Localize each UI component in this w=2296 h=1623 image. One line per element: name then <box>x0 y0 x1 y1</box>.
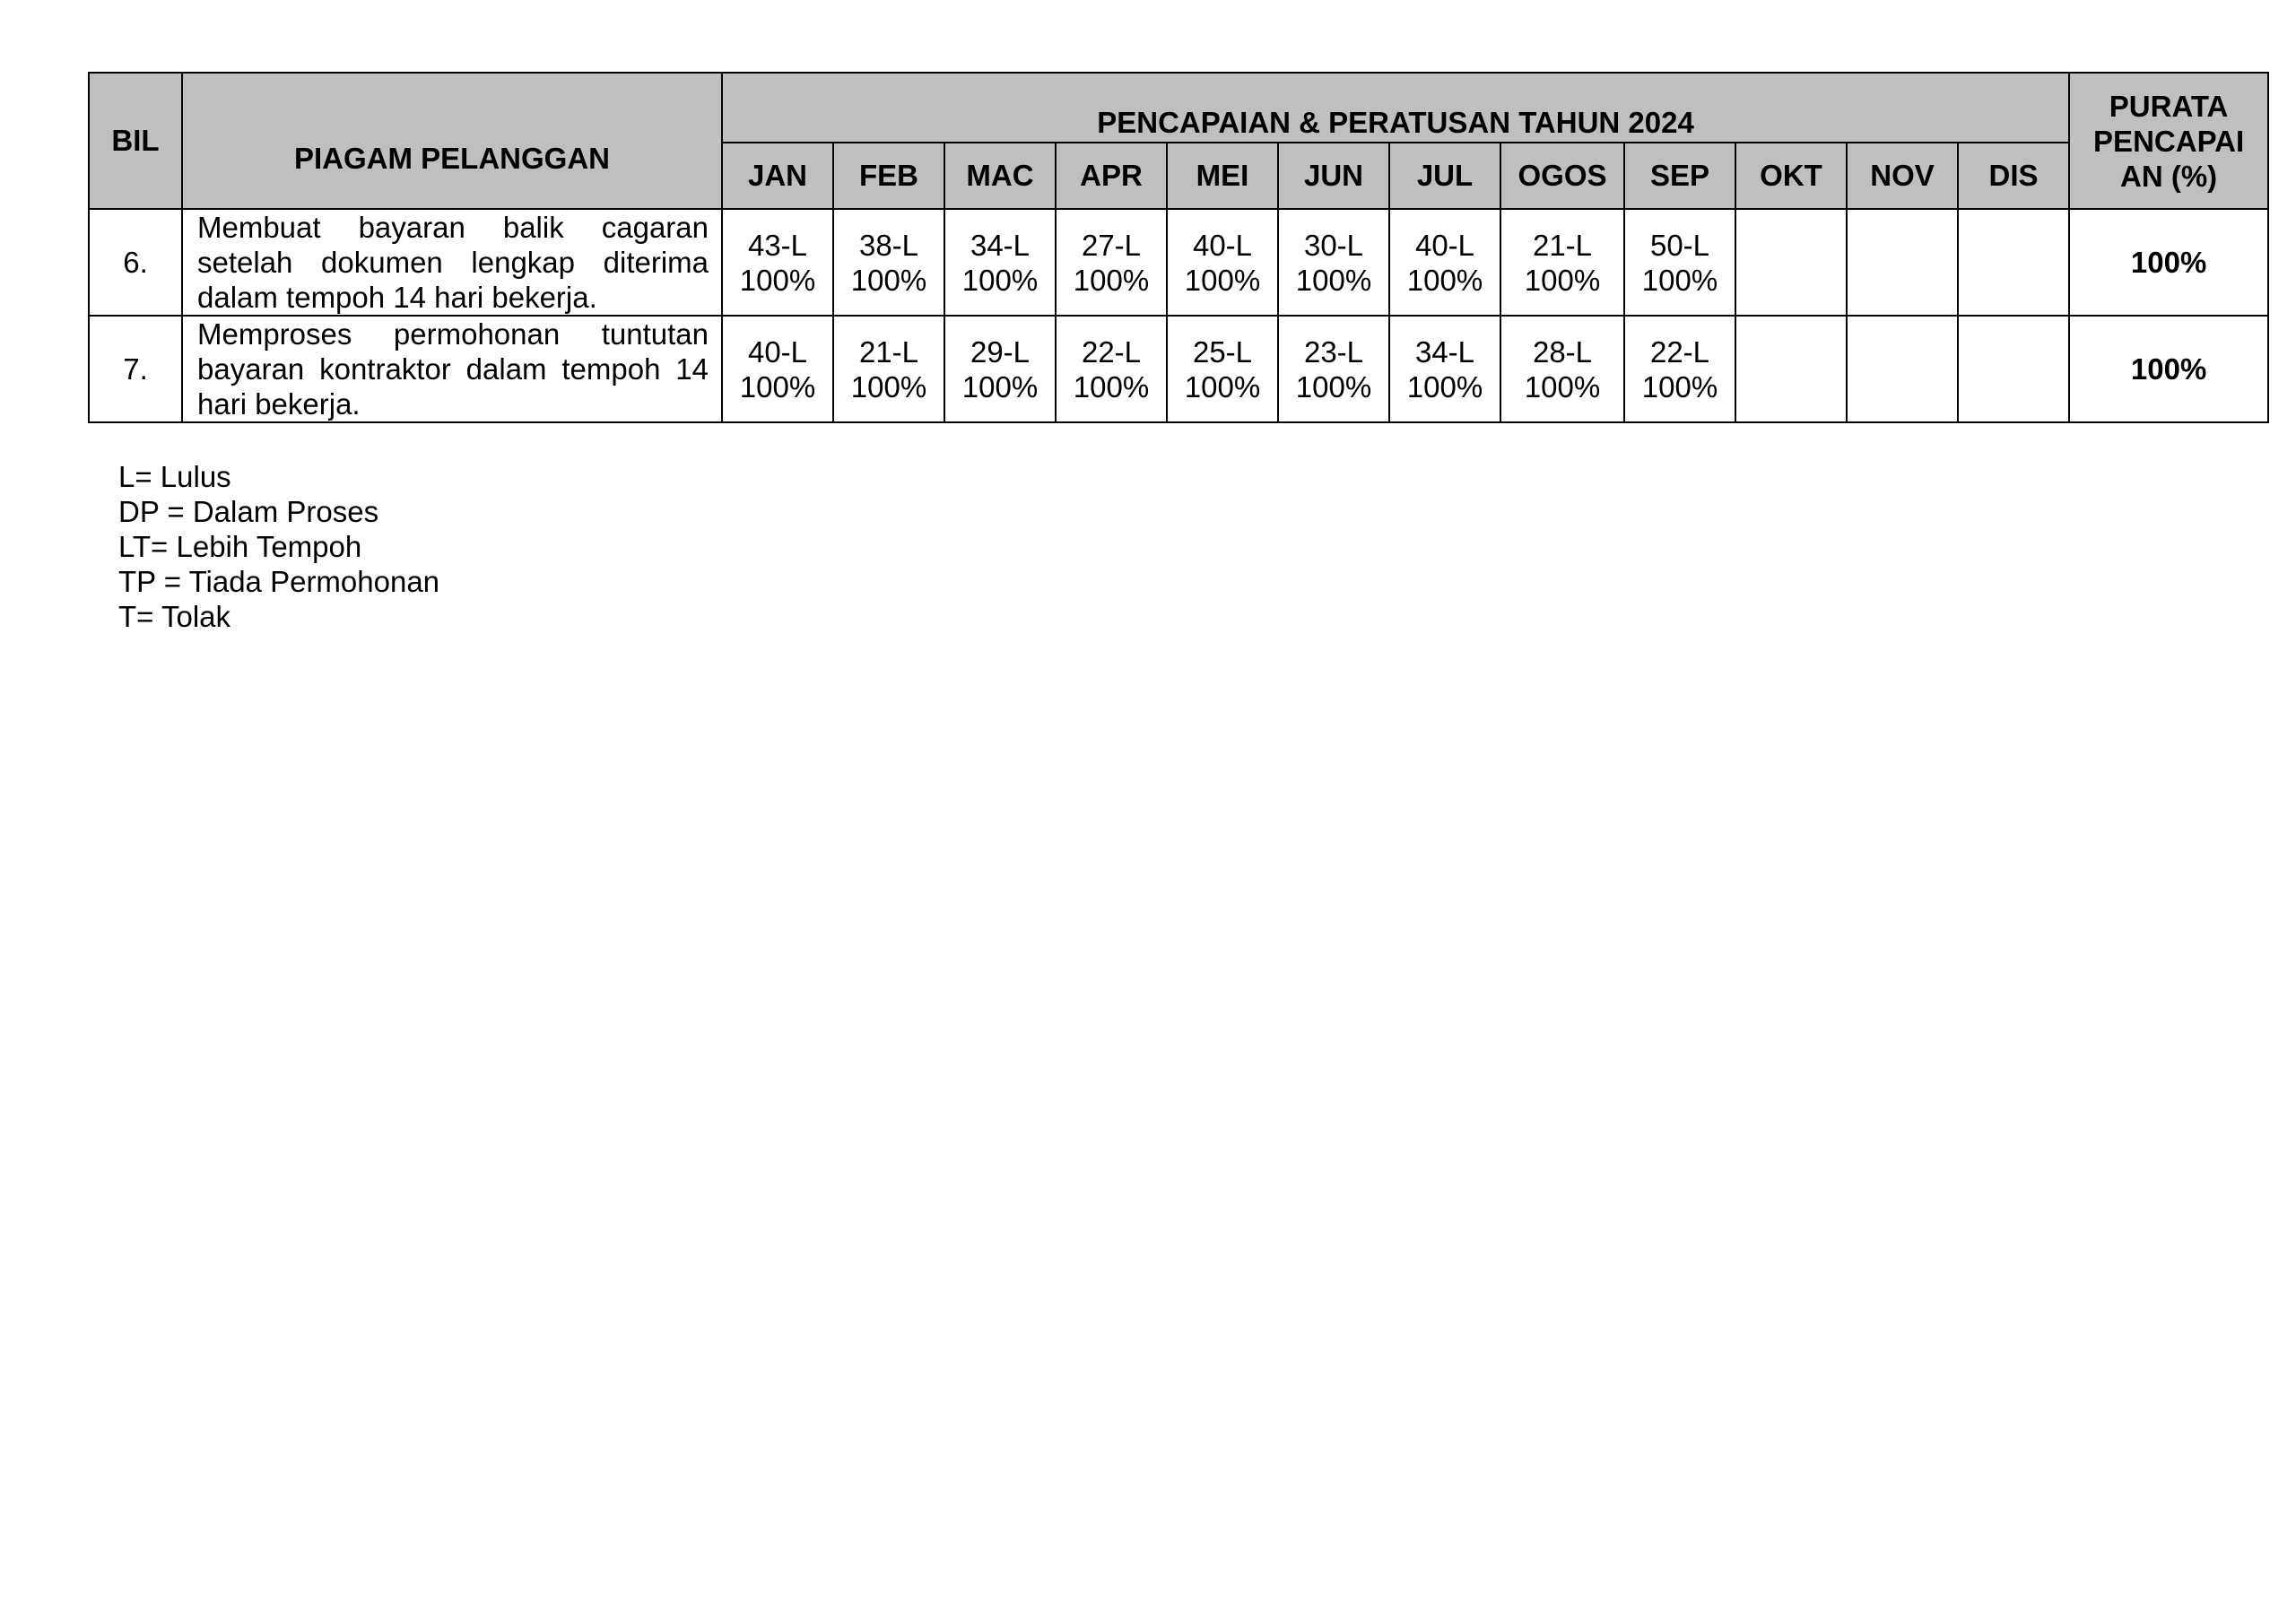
month-percentage: 100% <box>850 263 927 297</box>
month-value-cell <box>1500 209 1624 316</box>
month-value-cell <box>1389 209 1500 316</box>
legend <box>118 459 439 634</box>
month-value-cell <box>722 316 833 422</box>
purata-cell: 100% <box>2069 316 2268 422</box>
purata-header-line: PURATA <box>2109 89 2229 123</box>
month-percentage: 100% <box>1524 263 1601 297</box>
month-value-cell <box>944 209 1056 316</box>
approved-count: 34-L <box>1414 334 1475 369</box>
bil-cell: 7. <box>89 316 182 422</box>
approved-count: 21-L <box>1532 228 1593 262</box>
approved-count: 21-L <box>858 334 919 369</box>
month-percentage: 100% <box>1073 263 1150 297</box>
month-value-cell <box>1735 316 1847 422</box>
description-line: Memproses permohonan tuntutan <box>197 317 709 351</box>
approved-count: 27-L <box>1081 228 1142 262</box>
approved-count: 22-L <box>1649 334 1710 369</box>
month-percentage: 100% <box>1641 263 1718 297</box>
description-line: dalam tempoh 14 hari bekerja. <box>197 281 597 314</box>
approved-count: 40-L <box>747 334 808 369</box>
month-percentage: 100% <box>1641 369 1718 404</box>
month-percentage: 100% <box>1295 263 1372 297</box>
approved-count: 25-L <box>1192 334 1253 369</box>
month-percentage: 100% <box>739 369 816 404</box>
month-value-cell <box>944 316 1056 422</box>
month-percentage: 100% <box>1406 263 1483 297</box>
month-percentage: 100% <box>739 263 816 297</box>
legend-item: TP = Tiada Permohonan <box>118 565 440 598</box>
description-cell <box>182 316 722 422</box>
approved-count: 40-L <box>1414 228 1475 262</box>
month-header-nov: NOV <box>1847 143 1958 209</box>
month-header-sep: SEP <box>1624 143 1735 209</box>
month-percentage: 100% <box>1295 369 1372 404</box>
month-value-cell <box>1847 209 1958 316</box>
month-value-cell <box>833 209 944 316</box>
month-value-cell <box>1500 316 1624 422</box>
month-value-cell <box>1056 316 1167 422</box>
month-value-cell <box>1735 209 1847 316</box>
month-value-cell <box>1389 316 1500 422</box>
approved-count: 30-L <box>1303 228 1364 262</box>
year-group-header: PENCAPAIAN & PERATUSAN TAHUN 2024 <box>722 73 2069 143</box>
header-row-top <box>89 73 2268 143</box>
month-percentage: 100% <box>850 369 927 404</box>
month-header-jun: JUN <box>1278 143 1389 209</box>
approved-count: 22-L <box>1081 334 1142 369</box>
month-header-feb: FEB <box>833 143 944 209</box>
approved-count: 40-L <box>1192 228 1253 262</box>
month-value-cell <box>1167 209 1278 316</box>
month-header-jan: JAN <box>722 143 833 209</box>
achievement-table <box>88 72 2269 423</box>
month-header-dis: DIS <box>1958 143 2069 209</box>
description-line: Membuat bayaran balik cagaran <box>197 211 709 244</box>
approved-count: 28-L <box>1532 334 1593 369</box>
month-percentage: 100% <box>1524 369 1601 404</box>
month-value-cell <box>1056 209 1167 316</box>
month-value-cell <box>1624 316 1735 422</box>
approved-count: 43-L <box>747 228 808 262</box>
month-header-okt: OKT <box>1735 143 1847 209</box>
piagam-header: PIAGAM PELANGGAN <box>182 73 722 209</box>
month-percentage: 100% <box>961 369 1039 404</box>
month-value-cell <box>1958 209 2069 316</box>
legend-item: T= Tolak <box>118 600 231 633</box>
month-percentage: 100% <box>1184 369 1261 404</box>
month-value-cell <box>1278 316 1389 422</box>
approved-count: 34-L <box>970 228 1031 262</box>
month-value-cell <box>1278 209 1389 316</box>
month-header-mac: MAC <box>944 143 1056 209</box>
month-percentage: 100% <box>1073 369 1150 404</box>
month-header-ogos: OGOS <box>1500 143 1624 209</box>
approved-count: 50-L <box>1649 228 1710 262</box>
legend-item: L= Lulus <box>118 460 231 493</box>
month-percentage: 100% <box>1406 369 1483 404</box>
month-value-cell <box>1624 209 1735 316</box>
table-row <box>89 316 2268 422</box>
month-value-cell <box>1847 316 1958 422</box>
table-body <box>89 209 2268 422</box>
purata-header <box>2069 73 2268 209</box>
bil-cell: 6. <box>89 209 182 316</box>
month-percentage: 100% <box>1184 263 1261 297</box>
legend-item: DP = Dalam Proses <box>118 495 379 528</box>
approved-count: 29-L <box>970 334 1031 369</box>
description-line: hari bekerja. <box>197 387 361 421</box>
purata-header-line: PENCAPAI <box>2093 124 2245 158</box>
month-value-cell <box>833 316 944 422</box>
month-header-jul: JUL <box>1389 143 1500 209</box>
month-value-cell <box>722 209 833 316</box>
approved-count: 23-L <box>1303 334 1364 369</box>
month-header-apr: APR <box>1056 143 1167 209</box>
purata-header-line: AN (%) <box>2120 159 2218 193</box>
month-value-cell <box>1167 316 1278 422</box>
description-line: bayaran kontraktor dalam tempoh 14 <box>197 352 709 386</box>
purata-cell: 100% <box>2069 209 2268 316</box>
month-header-mei: MEI <box>1167 143 1278 209</box>
legend-item: LT= Lebih Tempoh <box>118 530 362 563</box>
month-percentage: 100% <box>961 263 1039 297</box>
bil-header: BIL <box>89 73 182 209</box>
description-line: setelah dokumen lengkap diterima <box>197 246 709 279</box>
table-row <box>89 209 2268 316</box>
description-cell <box>182 209 722 316</box>
approved-count: 38-L <box>858 228 919 262</box>
month-value-cell <box>1958 316 2069 422</box>
